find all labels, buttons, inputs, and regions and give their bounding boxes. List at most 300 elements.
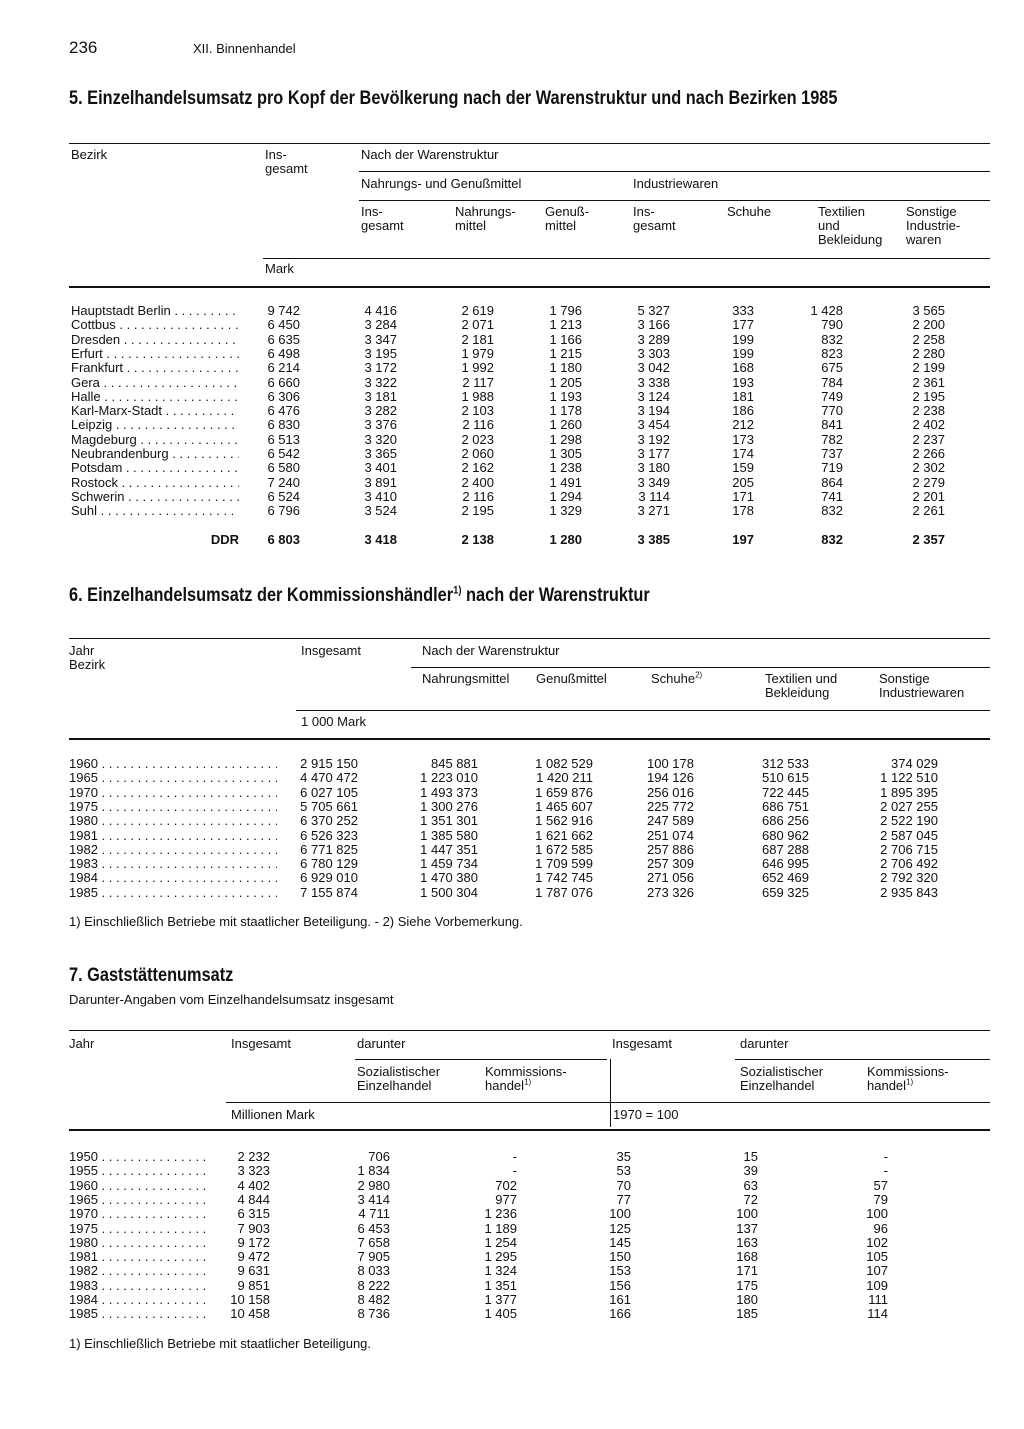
t5-cell: 333: [732, 303, 754, 318]
t7-cell: 7 658: [357, 1234, 390, 1250]
t5-cell: 3 180: [637, 460, 670, 476]
t6-cell: 1 465 607: [535, 798, 593, 814]
t5-cell: 6 580: [267, 460, 300, 476]
t6-cell: 1 385 580: [420, 827, 478, 843]
t6-cell: 1 470 380: [420, 870, 478, 886]
t7-cell: 4 402: [237, 1177, 270, 1193]
t5-cell: 864: [821, 474, 843, 490]
t5-cell: 1 260: [549, 417, 582, 433]
t5-cell: 719: [821, 460, 843, 476]
t6-cell: 225 772: [647, 798, 694, 814]
t7-cell: 7 905: [357, 1249, 390, 1265]
table6-title-text: 6. Einzelhandelsumsatz der Kommissionshändler: [69, 585, 454, 606]
t6-subheader: [422, 672, 509, 686]
t6-cell: 1 300 276: [420, 798, 478, 814]
t5-cell: 770: [821, 403, 843, 419]
t5-total-cell: 1 280: [549, 532, 582, 547]
t7-cell: 8 482: [357, 1292, 390, 1307]
t5-cell: 3 271: [637, 503, 670, 519]
t5-cell: 3 891: [364, 474, 397, 490]
t5-subheader: Nahrungs- mittel: [455, 204, 516, 233]
t5-cell: 1 193: [549, 388, 582, 404]
t5-cell: 3 124: [637, 388, 670, 404]
t7-cell: 111: [868, 1292, 888, 1307]
t6-cell: 1 621 662: [535, 827, 593, 843]
t6-footnote: 1) Einschließlich Betriebe mit staatlicher Beteiligung. - 2) Siehe Vorbemerkung.: [69, 914, 523, 929]
table6-title-rest: nach der Warenstruktur: [461, 585, 650, 606]
t7-cell: -: [883, 1163, 888, 1179]
t6-cell: 2 915 150: [300, 756, 358, 771]
t7-cell: 702: [495, 1177, 517, 1193]
t5-total-cell: 832: [821, 532, 843, 547]
t6-cell: 271 056: [647, 870, 694, 886]
t6-cell: 1 742 745: [535, 870, 593, 886]
t7-header-insgesamt-right: Insgesamt: [612, 1036, 672, 1051]
t7-row-label: 1960 . . .: [69, 1179, 206, 1193]
t7-cell: -: [512, 1163, 517, 1179]
t5-cell: 6 542: [267, 446, 300, 461]
t6-cell: 374 029: [891, 756, 938, 771]
t7-kommission-left-sup: 1): [524, 1077, 532, 1087]
t7-cell: 6 315: [237, 1206, 270, 1222]
t7-cell: 150: [609, 1249, 631, 1265]
t5-subheader: Genuß- mittel: [545, 204, 590, 233]
t6-cell: 2 027 255: [880, 798, 938, 814]
t5-row-label: Karl-Marx-Stadt . . .: [71, 404, 239, 418]
t6-cell: 251 074: [647, 827, 694, 843]
t7-header-darunter-left: darunter: [357, 1036, 406, 1051]
t7-cell: 1 189: [484, 1220, 517, 1236]
t5-cell: 2 402: [912, 417, 945, 433]
t5-cell: 3 282: [364, 403, 397, 419]
t6-schuhe-footnote-mark: 2): [695, 670, 703, 680]
t5-row-label: Frankfurt . . .: [71, 361, 239, 375]
t5-cell: 3 322: [364, 374, 397, 390]
t7-cell: 168: [736, 1249, 758, 1265]
t5-cell: 6 830: [267, 417, 300, 433]
t7-cell: 70: [616, 1177, 631, 1193]
t7-cell: 102: [866, 1234, 888, 1250]
t6-subheader-text: Genußmittel: [536, 671, 607, 686]
t5-row-label: Dresden . . .: [71, 333, 239, 347]
t5-cell: 1 205: [549, 374, 582, 390]
t6-cell: 257 886: [647, 841, 694, 857]
t7-cell: 9 851: [237, 1277, 270, 1293]
t6-unit: 1 000 Mark: [301, 714, 367, 729]
t7-unit-right: 1970 = 100: [613, 1107, 679, 1122]
t7-cell: 137: [736, 1220, 758, 1236]
t7-row-label: 1965 . . .: [69, 1193, 206, 1207]
t5-row-label: Erfurt . . .: [71, 347, 239, 361]
t6-row-label: 1980 . . .: [69, 814, 277, 828]
t5-cell: 832: [821, 331, 843, 347]
t7-cell: 9 631: [237, 1263, 270, 1279]
t7-row-label: 1984 . . .: [69, 1293, 206, 1307]
t6-cell: 1 122 510: [880, 770, 938, 786]
t6-cell: 510 615: [762, 770, 809, 786]
t5-row-label: Hauptstadt Berlin . . .: [71, 304, 239, 318]
t5-cell: 212: [732, 417, 754, 433]
t7-row-label: 1981 . . .: [69, 1250, 206, 1264]
t5-cell: 1 428: [810, 303, 843, 318]
t7-cell: 2 232: [237, 1149, 270, 1164]
t5-cell: 178: [732, 503, 754, 519]
t6-subheader-text: Nahrungsmittel: [422, 671, 510, 686]
t5-total-cell: 2 357: [912, 532, 945, 547]
t5-cell: 3 172: [364, 360, 397, 376]
t5-cell: 3 166: [637, 317, 670, 333]
t5-cell: 3 303: [637, 345, 670, 361]
t6-cell: 1 672 585: [535, 841, 593, 857]
t5-row-label: Leipzig . . .: [71, 418, 239, 432]
t5-cell: 3 349: [637, 474, 670, 490]
t5-cell: 823: [821, 345, 843, 361]
t5-cell: 2 361: [912, 374, 945, 390]
t7-cell: 1 254: [484, 1234, 517, 1250]
t5-subheader: Textilien und Bekleidung: [818, 204, 883, 247]
t5-cell: 2 266: [912, 446, 945, 461]
t5-cell: 205: [732, 474, 754, 490]
t7-header-insgesamt-left: Insgesamt: [231, 1036, 291, 1051]
t5-cell: 1 178: [549, 403, 582, 419]
t5-cell: 832: [821, 503, 843, 519]
t5-cell: 177: [732, 317, 754, 333]
t6-row-label: 1984 . . .: [69, 871, 277, 885]
table6-title: [69, 585, 650, 607]
t5-cell: 3 320: [364, 431, 397, 447]
t5-header-nach-warenstruktur: Nach der Warenstruktur: [361, 147, 499, 162]
t7-cell: 63: [743, 1177, 758, 1193]
t7-cell: 35: [616, 1149, 631, 1164]
t6-cell: 100 178: [647, 756, 694, 771]
t6-header-nach-warenstruktur: Nach der Warenstruktur: [422, 643, 560, 658]
t7-cell: 163: [736, 1234, 758, 1250]
t5-cell: 1 329: [549, 503, 582, 519]
t7-cell: 53: [616, 1163, 631, 1179]
t5-cell: 3 338: [637, 374, 670, 390]
t5-cell: 2 199: [912, 360, 945, 376]
t5-cell: 4 416: [364, 303, 397, 318]
t7-cell: 8 736: [357, 1306, 390, 1322]
table7-subtitle: Darunter-Angaben vom Einzelhandelsumsatz insgesamt: [69, 992, 394, 1007]
t7-cell: 125: [609, 1220, 631, 1236]
t5-total-cell: 6 803: [267, 532, 300, 547]
t5-cell: 2 200: [912, 317, 945, 333]
t5-cell: 1 988: [461, 388, 494, 404]
t5-subheader: Sonstige Industrie- waren: [906, 204, 961, 247]
t7-cell: 185: [736, 1306, 758, 1322]
t5-row-label: Potsdam . . .: [71, 461, 239, 475]
t6-cell: 1 420 211: [536, 770, 593, 786]
t7-cell: 2 980: [357, 1177, 390, 1193]
t5-cell: 2 279: [912, 474, 945, 490]
t5-cell: 749: [821, 388, 843, 404]
t5-cell: 2 162: [461, 460, 494, 476]
t5-cell: 3 195: [364, 345, 397, 361]
t5-cell: 3 524: [364, 503, 397, 519]
t6-cell: 6 027 105: [300, 784, 358, 800]
t7-row-label: 1970 . . .: [69, 1207, 206, 1221]
t7-cell: 706: [368, 1149, 390, 1164]
t5-cell: 6 635: [267, 331, 300, 347]
t7-kommission-left-text: Kommissions- handel: [485, 1064, 567, 1093]
t7-cell: 166: [609, 1306, 631, 1322]
t6-cell: 6 526 323: [300, 827, 358, 843]
t5-cell: 675: [821, 360, 843, 376]
t7-cell: 1 351: [484, 1277, 517, 1293]
t5-cell: 6 450: [267, 317, 300, 333]
t5-cell: 2 237: [912, 431, 945, 447]
t7-footnote: 1) Einschließlich Betriebe mit staatlicher Beteiligung.: [69, 1336, 372, 1351]
t5-cell: 193: [732, 374, 754, 390]
t5-cell: 3 565: [912, 303, 945, 318]
t6-subheader-text: Textilien und Bekleidung: [765, 671, 838, 700]
t5-subheader: Schuhe: [727, 204, 772, 219]
t7-header-sozial-right: Sozialistischer Einzelhandel: [740, 1064, 824, 1093]
t6-cell: 257 309: [647, 856, 694, 872]
t5-cell: 6 476: [267, 403, 300, 419]
t5-cell: 174: [732, 446, 754, 461]
t7-cell: 10 458: [230, 1306, 270, 1322]
t6-cell: 1 082 529: [535, 756, 593, 771]
t5-cell: 1 305: [549, 446, 582, 461]
t5-cell: 2 071: [461, 317, 494, 333]
t6-subheader: [536, 672, 607, 686]
t7-cell: 6 453: [357, 1220, 390, 1236]
t6-cell: 6 370 252: [300, 813, 358, 829]
t6-cell: 722 445: [762, 784, 809, 800]
chapter-title: XII. Binnenhandel: [193, 41, 296, 56]
t7-cell: 180: [736, 1292, 758, 1307]
t6-cell: 5 705 661: [300, 798, 358, 814]
t6-row-label: 1965 . . .: [69, 771, 277, 785]
t5-cell: 741: [821, 488, 843, 504]
t6-row-label: 1982 . . .: [69, 843, 277, 857]
t5-row-label: Rostock . . .: [71, 476, 239, 490]
t5-row-label: Magdeburg . . .: [71, 433, 239, 447]
t5-row-label: Cottbus . . .: [71, 318, 239, 332]
t5-cell: 199: [732, 331, 754, 347]
t7-row-label: 1982 . . .: [69, 1264, 206, 1278]
t7-cell: 100: [736, 1206, 758, 1222]
t5-row-label: Schwerin . . .: [71, 490, 239, 504]
t6-cell: 312 533: [762, 756, 809, 771]
t5-cell: 1 166: [549, 331, 582, 347]
t6-cell: 1 447 351: [420, 841, 478, 857]
t6-cell: 6 929 010: [300, 870, 358, 886]
t5-cell: 3 376: [364, 417, 397, 433]
t5-cell: 2 116: [462, 488, 494, 504]
t7-header-jahr: Jahr: [69, 1036, 95, 1051]
t5-cell: 1 238: [549, 460, 582, 476]
t7-cell: 7 903: [237, 1220, 270, 1236]
table7-title: 7. Gaststättenumsatz: [69, 965, 234, 986]
t5-cell: 2 103: [461, 403, 494, 419]
t7-cell: 175: [736, 1277, 758, 1293]
t6-cell: 1 459 734: [420, 856, 478, 872]
t5-cell: 3 284: [364, 317, 397, 333]
t7-cell: 977: [495, 1191, 517, 1207]
t5-cell: 1 213: [549, 317, 582, 333]
t5-cell: 3 289: [637, 331, 670, 347]
t6-cell: 2 706 715: [880, 841, 938, 857]
t5-cell: 782: [821, 431, 843, 447]
t6-row-label: 1983 . . .: [69, 857, 277, 871]
t6-cell: 273 326: [647, 884, 694, 900]
t5-cell: 3 347: [364, 331, 397, 347]
t5-cell: 1 992: [461, 360, 494, 376]
t6-cell: 1 500 304: [420, 884, 478, 900]
t5-cell: 2 023: [461, 431, 494, 447]
t5-cell: 6 513: [267, 431, 300, 447]
t7-cell: 145: [609, 1234, 631, 1250]
t5-cell: 186: [732, 403, 754, 419]
t6-subheader: [879, 672, 964, 700]
t5-cell: 6 660: [267, 374, 300, 390]
t7-cell: 4 844: [237, 1191, 270, 1207]
t6-cell: 1 223 010: [420, 770, 478, 786]
t5-cell: 6 796: [267, 503, 300, 519]
t7-cell: 1 236: [484, 1206, 517, 1222]
t6-cell: 845 881: [431, 756, 478, 771]
t6-cell: 646 995: [762, 856, 809, 872]
t5-cell: 7 240: [267, 474, 300, 490]
t5-cell: 6 214: [267, 360, 300, 376]
t7-header-darunter-right: darunter: [740, 1036, 789, 1051]
t5-cell: 6 498: [267, 345, 300, 361]
t5-cell: 3 454: [637, 417, 670, 433]
t6-cell: 687 288: [762, 841, 809, 857]
t5-cell: 3 181: [364, 388, 397, 404]
t6-header-jahr-bezirk: Jahr Bezirk: [69, 643, 106, 672]
t7-cell: 8 222: [357, 1277, 390, 1293]
t7-cell: 4 711: [358, 1206, 390, 1222]
t7-cell: 153: [609, 1263, 631, 1279]
t5-cell: 2 258: [912, 331, 945, 347]
t5-header-insgesamt: Ins- gesamt: [265, 147, 308, 176]
table6-title-footnote-mark: 1): [453, 584, 462, 597]
t6-cell: 7 155 874: [300, 884, 358, 900]
t5-header-nahrung-genuss: Nahrungs- und Genußmittel: [361, 176, 522, 191]
t5-cell: 2 201: [912, 488, 945, 504]
t6-cell: 1 709 599: [535, 856, 593, 872]
t5-cell: 5 327: [637, 303, 670, 318]
t5-row-label: Gera . . .: [71, 376, 239, 390]
t5-row-label: Suhl . . .: [71, 504, 239, 518]
t5-row-label: Halle . . .: [71, 390, 239, 404]
t6-cell: 256 016: [647, 784, 694, 800]
t7-cell: 1 324: [484, 1263, 517, 1279]
t5-cell: 2 117: [462, 374, 494, 390]
t6-row-label: 1970 . . .: [69, 786, 277, 800]
t6-row-label: 1975 . . .: [69, 800, 277, 814]
t7-cell: 3 414: [357, 1191, 390, 1207]
t7-cell: 3 323: [237, 1163, 270, 1179]
t5-cell: 1 298: [549, 431, 582, 447]
t5-total-label: DDR: [210, 532, 239, 547]
t5-cell: 3 114: [638, 488, 670, 504]
t5-cell: 2 302: [912, 460, 945, 476]
t5-total-cell: 2 138: [461, 532, 494, 547]
t5-cell: 2 619: [461, 303, 494, 318]
t6-cell: 2 935 843: [880, 884, 938, 900]
t5-header-bezirk: Bezirk: [71, 147, 108, 162]
t6-cell: 1 493 373: [420, 784, 478, 800]
t5-cell: 2 400: [461, 474, 494, 490]
t7-cell: 1 405: [484, 1306, 517, 1322]
t7-kommission-right-sup: 1): [906, 1077, 914, 1087]
t7-cell: 9 172: [237, 1234, 270, 1250]
t7-kommission-right-text: Kommissions- handel: [867, 1064, 949, 1093]
t6-cell: 686 751: [762, 798, 809, 814]
t7-cell: 79: [873, 1191, 888, 1207]
t6-cell: 4 470 472: [300, 770, 358, 786]
t6-subheader-text: Schuhe: [651, 671, 696, 686]
t5-cell: 3 177: [637, 446, 670, 461]
t7-cell: 72: [743, 1191, 758, 1207]
t5-cell: 2 238: [912, 403, 945, 419]
t5-cell: 2 181: [461, 331, 494, 347]
t5-total-cell: 3 418: [364, 532, 397, 547]
t7-cell: 114: [867, 1306, 888, 1322]
t5-cell: 159: [732, 460, 754, 476]
page-number: 236: [69, 38, 98, 57]
t7-cell: 15: [743, 1149, 758, 1164]
t6-cell: 1 787 076: [535, 884, 593, 900]
t6-cell: 2 522 190: [880, 813, 938, 829]
t5-cell: 1 491: [549, 474, 582, 490]
t7-cell: 9 472: [237, 1249, 270, 1265]
t5-cell: 1 180: [549, 360, 582, 376]
t6-cell: 1 895 395: [880, 784, 938, 800]
t7-unit-left: Millionen Mark: [231, 1107, 315, 1122]
t5-cell: 2 060: [461, 446, 494, 461]
t7-header-kommission-left: [485, 1065, 567, 1093]
t7-header-kommission-right: [867, 1065, 949, 1093]
t5-cell: 168: [732, 360, 754, 376]
t7-cell: 171: [736, 1263, 758, 1279]
t6-cell: 1 351 301: [420, 813, 478, 829]
t5-cell: 173: [732, 431, 754, 447]
t7-row-label: 1983 . . .: [69, 1279, 206, 1293]
t7-cell: -: [883, 1149, 888, 1164]
t5-cell: 3 194: [637, 403, 670, 419]
t5-cell: 6 306: [267, 388, 300, 404]
t5-cell: 790: [821, 317, 843, 333]
t6-cell: 6 780 129: [300, 856, 358, 872]
t7-header-sozial-left: Sozialistischer Einzelhandel: [357, 1064, 441, 1093]
t5-total-cell: 197: [732, 532, 754, 547]
t7-cell: 8 033: [357, 1263, 390, 1279]
t5-cell: 2 116: [462, 417, 494, 433]
t5-header-industriewaren: Industriewaren: [633, 176, 719, 191]
t5-subheader: Ins- gesamt: [633, 204, 676, 233]
t6-cell: 194 126: [647, 770, 694, 786]
t6-cell: 2 587 045: [880, 827, 938, 843]
t7-cell: -: [512, 1149, 517, 1164]
t5-cell: 3 042: [637, 360, 670, 376]
t5-cell: 171: [732, 488, 754, 504]
t5-cell: 1 979: [461, 345, 494, 361]
t7-row-label: 1955 . . .: [69, 1164, 206, 1178]
t6-row-label: 1981 . . .: [69, 829, 277, 843]
t5-cell: 841: [821, 417, 843, 433]
t7-cell: 10 158: [230, 1292, 270, 1307]
t6-cell: 652 469: [762, 870, 809, 886]
t5-total-cell: 3 385: [637, 532, 670, 547]
t6-cell: 680 962: [762, 827, 809, 843]
t7-cell: 161: [609, 1292, 631, 1307]
